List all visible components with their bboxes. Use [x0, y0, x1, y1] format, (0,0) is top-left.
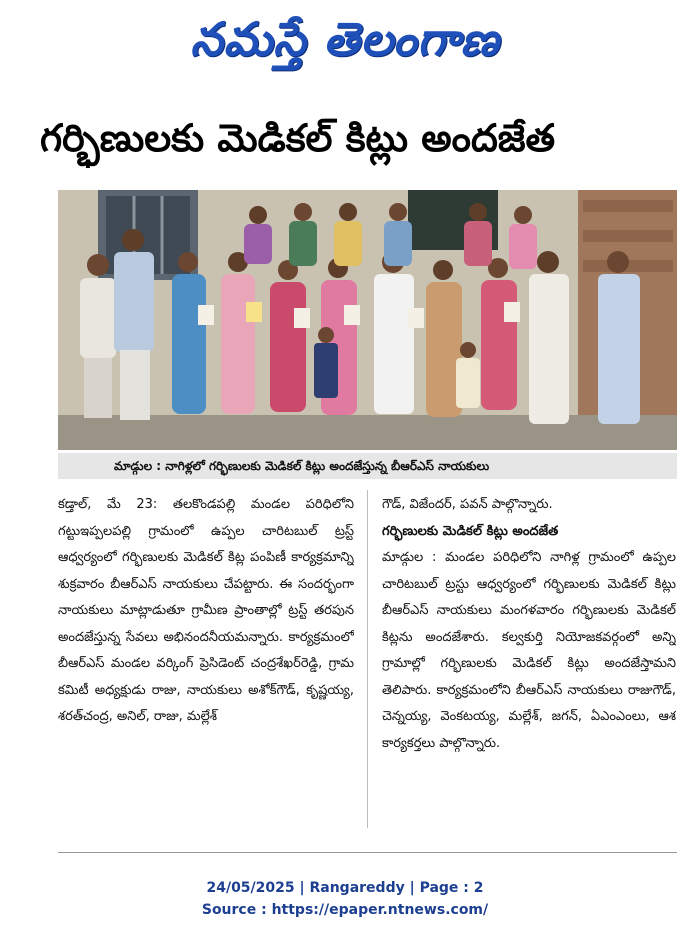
article-photo — [58, 190, 677, 450]
article-column-right — [382, 492, 676, 832]
masthead — [0, 6, 690, 72]
photo-caption: మాడ్గుల : నాగిళ్లలో గర్భిణులకు మెడికల్ కిట్లు అందజేస్తున్న బీఆర్ఎస్ నాయకులు — [58, 453, 677, 479]
article-column-left: కడ్తాల్, మే 23: తలకొండపల్లి మండల పరిధిలోని గట్టుఇప్పలపల్లి గ్రామంలో ఉప్పల చారిటబుల్ ట్రస్ట్ ఆధ్వర్యంలో గర్భిణులకు మెడికల్ కిట్ల పంపిణీ కార్యక్రమాన్ని శుక్రవారం బీఆర్ఎస్ నాయకులు చేపట్టారు. ఈ సందర్భంగా నాయకులు మాట్లాడుతూ గ్రామీణ ప్రాంతాల్లో ట్రస్ట్ తరపున అందజేస్తున్న సేవలు అభినందనీయమన్నారు. కార్యక్రమంలో బీఆర్ఎస్ మండల వర్కింగ్ ప్రెసిడెంట్ చంద్రశేఖర్‌రెడ్డి, గ్రామ కమిటీ అధ్యక్షుడు రాజు, నాయకులు అశోక్‌గౌడ్, కృష్ణయ్య, శరత్‌చంద్ర, అనిల్, రాజు, మల్లేశ్ — [58, 497, 354, 724]
footer-source: Source : https://epaper.ntnews.com/ — [201, 902, 489, 918]
article-continuation: గౌడ్, విజేందర్, పవన్ పాల్గొన్నారు. — [382, 497, 553, 512]
footer-date-edition: 24/05/2025 | Rangareddy | Page : 2 — [206, 880, 484, 896]
column-divider — [367, 490, 368, 828]
footer-divider — [58, 852, 677, 853]
masthead-logo: నమస్తే తెలంగాణ — [190, 12, 500, 66]
article-headline: గర్భిణులకు మెడికల్ కిట్లు అందజేత — [40, 116, 556, 160]
article-second-story: మాడ్గుల : మండల పరిధిలోని నాగిళ్ల గ్రామంలో ఉప్పల చారిటబుల్ ట్రస్టు ఆధ్వర్యంలో గర్భిణులకు మెడికల్ కిట్లు బీఆర్ఎస్ నాయకులు మంగళవారం గర్భిణులకు మెడికల్ కిట్లను అందజేశారు. కల్వకుర్తి నియోజకవర్గంలో అన్ని గ్రామాల్లో గర్భిణులకు మెడికల్ కిట్లు అందజేస్తామని తెలిపారు. కార్యక్రమంలోని బీఆర్ఎస్ నాయకులు రాజుగౌడ్, చెన్నయ్య, వెంకటయ్య, మల్లేశ్, జగన్, ఏఎంఎంలు, ఆశ కార్యకర్తలు పాల్గొన్నారు. — [382, 550, 676, 751]
article-subheadline: గర్భిణులకు మెడికల్ కిట్లు అందజేత — [382, 523, 559, 539]
